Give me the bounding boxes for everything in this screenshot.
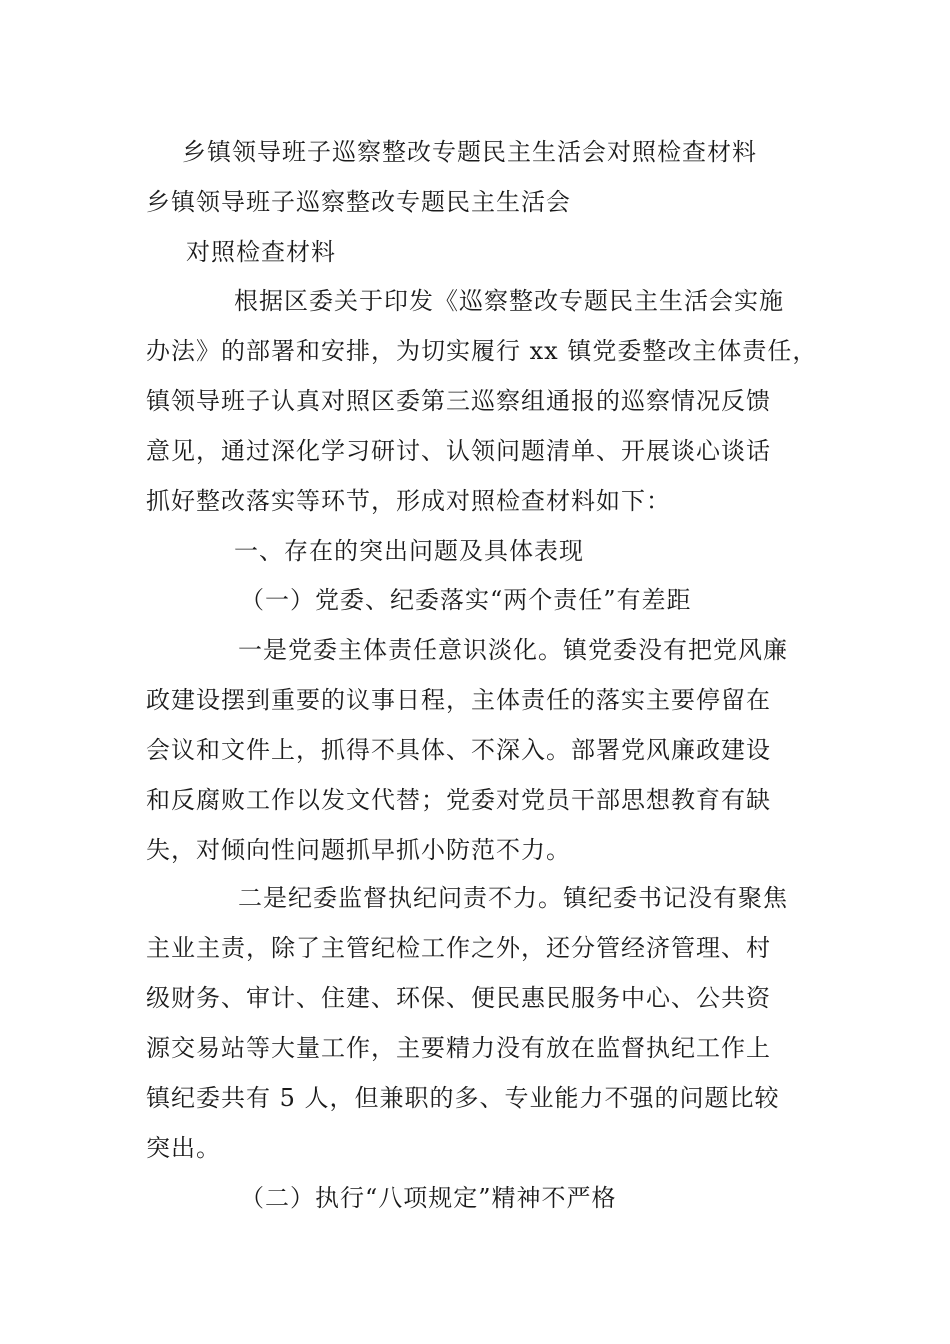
intro-line: 根据区委关于印发《巡察整改专题民主生活会实施: [234, 287, 784, 315]
paragraph-line: 源交易站等大量工作，主要精力没有放在监督执纪工作上: [146, 1034, 771, 1062]
intro-line: 抓好整改落实等环节，形成对照检查材料如下：: [146, 487, 671, 515]
section-heading-1: 一、存在的突出问题及具体表现: [234, 537, 584, 565]
paragraph-line: 级财务、审计、住建、环保、便民惠民服务中心、公共资: [146, 984, 771, 1012]
paragraph-line: 主业主责，除了主管纪检工作之外，还分管经济管理、村: [146, 934, 771, 962]
document-subtitle-line-1: 乡镇领导班子巡察整改专题民主生活会: [146, 188, 571, 216]
intro-line: 镇领导班子认真对照区委第三巡察组通报的巡察情况反馈: [146, 387, 771, 415]
intro-line: 意见，通过深化学习研讨、认领问题清单、开展谈心谈话: [146, 437, 771, 465]
subsection-heading-2: （二）执行“八项规定”精神不严格: [240, 1184, 617, 1212]
subsection-heading-1: （一）党委、纪委落实“两个责任”有差距: [240, 586, 692, 614]
document-title: 乡镇领导班子巡察整改专题民主生活会对照检查材料: [182, 138, 757, 166]
paragraph-line: 失，对倾向性问题抓早抓小防范不力。: [146, 836, 571, 864]
paragraph-line: 政建设摆到重要的议事日程，主体责任的落实主要停留在: [146, 686, 771, 714]
paragraph-line: 二是纪委监督执纪问责不力。镇纪委书记没有聚焦: [238, 884, 788, 912]
paragraph-line: 会议和文件上，抓得不具体、不深入。部署党风廉政建设: [146, 736, 771, 764]
paragraph-line: 一是党委主体责任意识淡化。镇党委没有把党风廉: [238, 636, 788, 664]
document-subtitle-line-2: 对照检查材料: [186, 238, 336, 266]
paragraph-line: 镇纪委共有 5 人，但兼职的多、专业能力不强的问题比较: [146, 1084, 780, 1112]
intro-line: 办法》的部署和安排，为切实履行 xx 镇党委整改主体责任，: [146, 337, 818, 365]
paragraph-line: 突出。: [146, 1134, 221, 1162]
paragraph-line: 和反腐败工作以发文代替；党委对党员干部思想教育有缺: [146, 786, 771, 814]
